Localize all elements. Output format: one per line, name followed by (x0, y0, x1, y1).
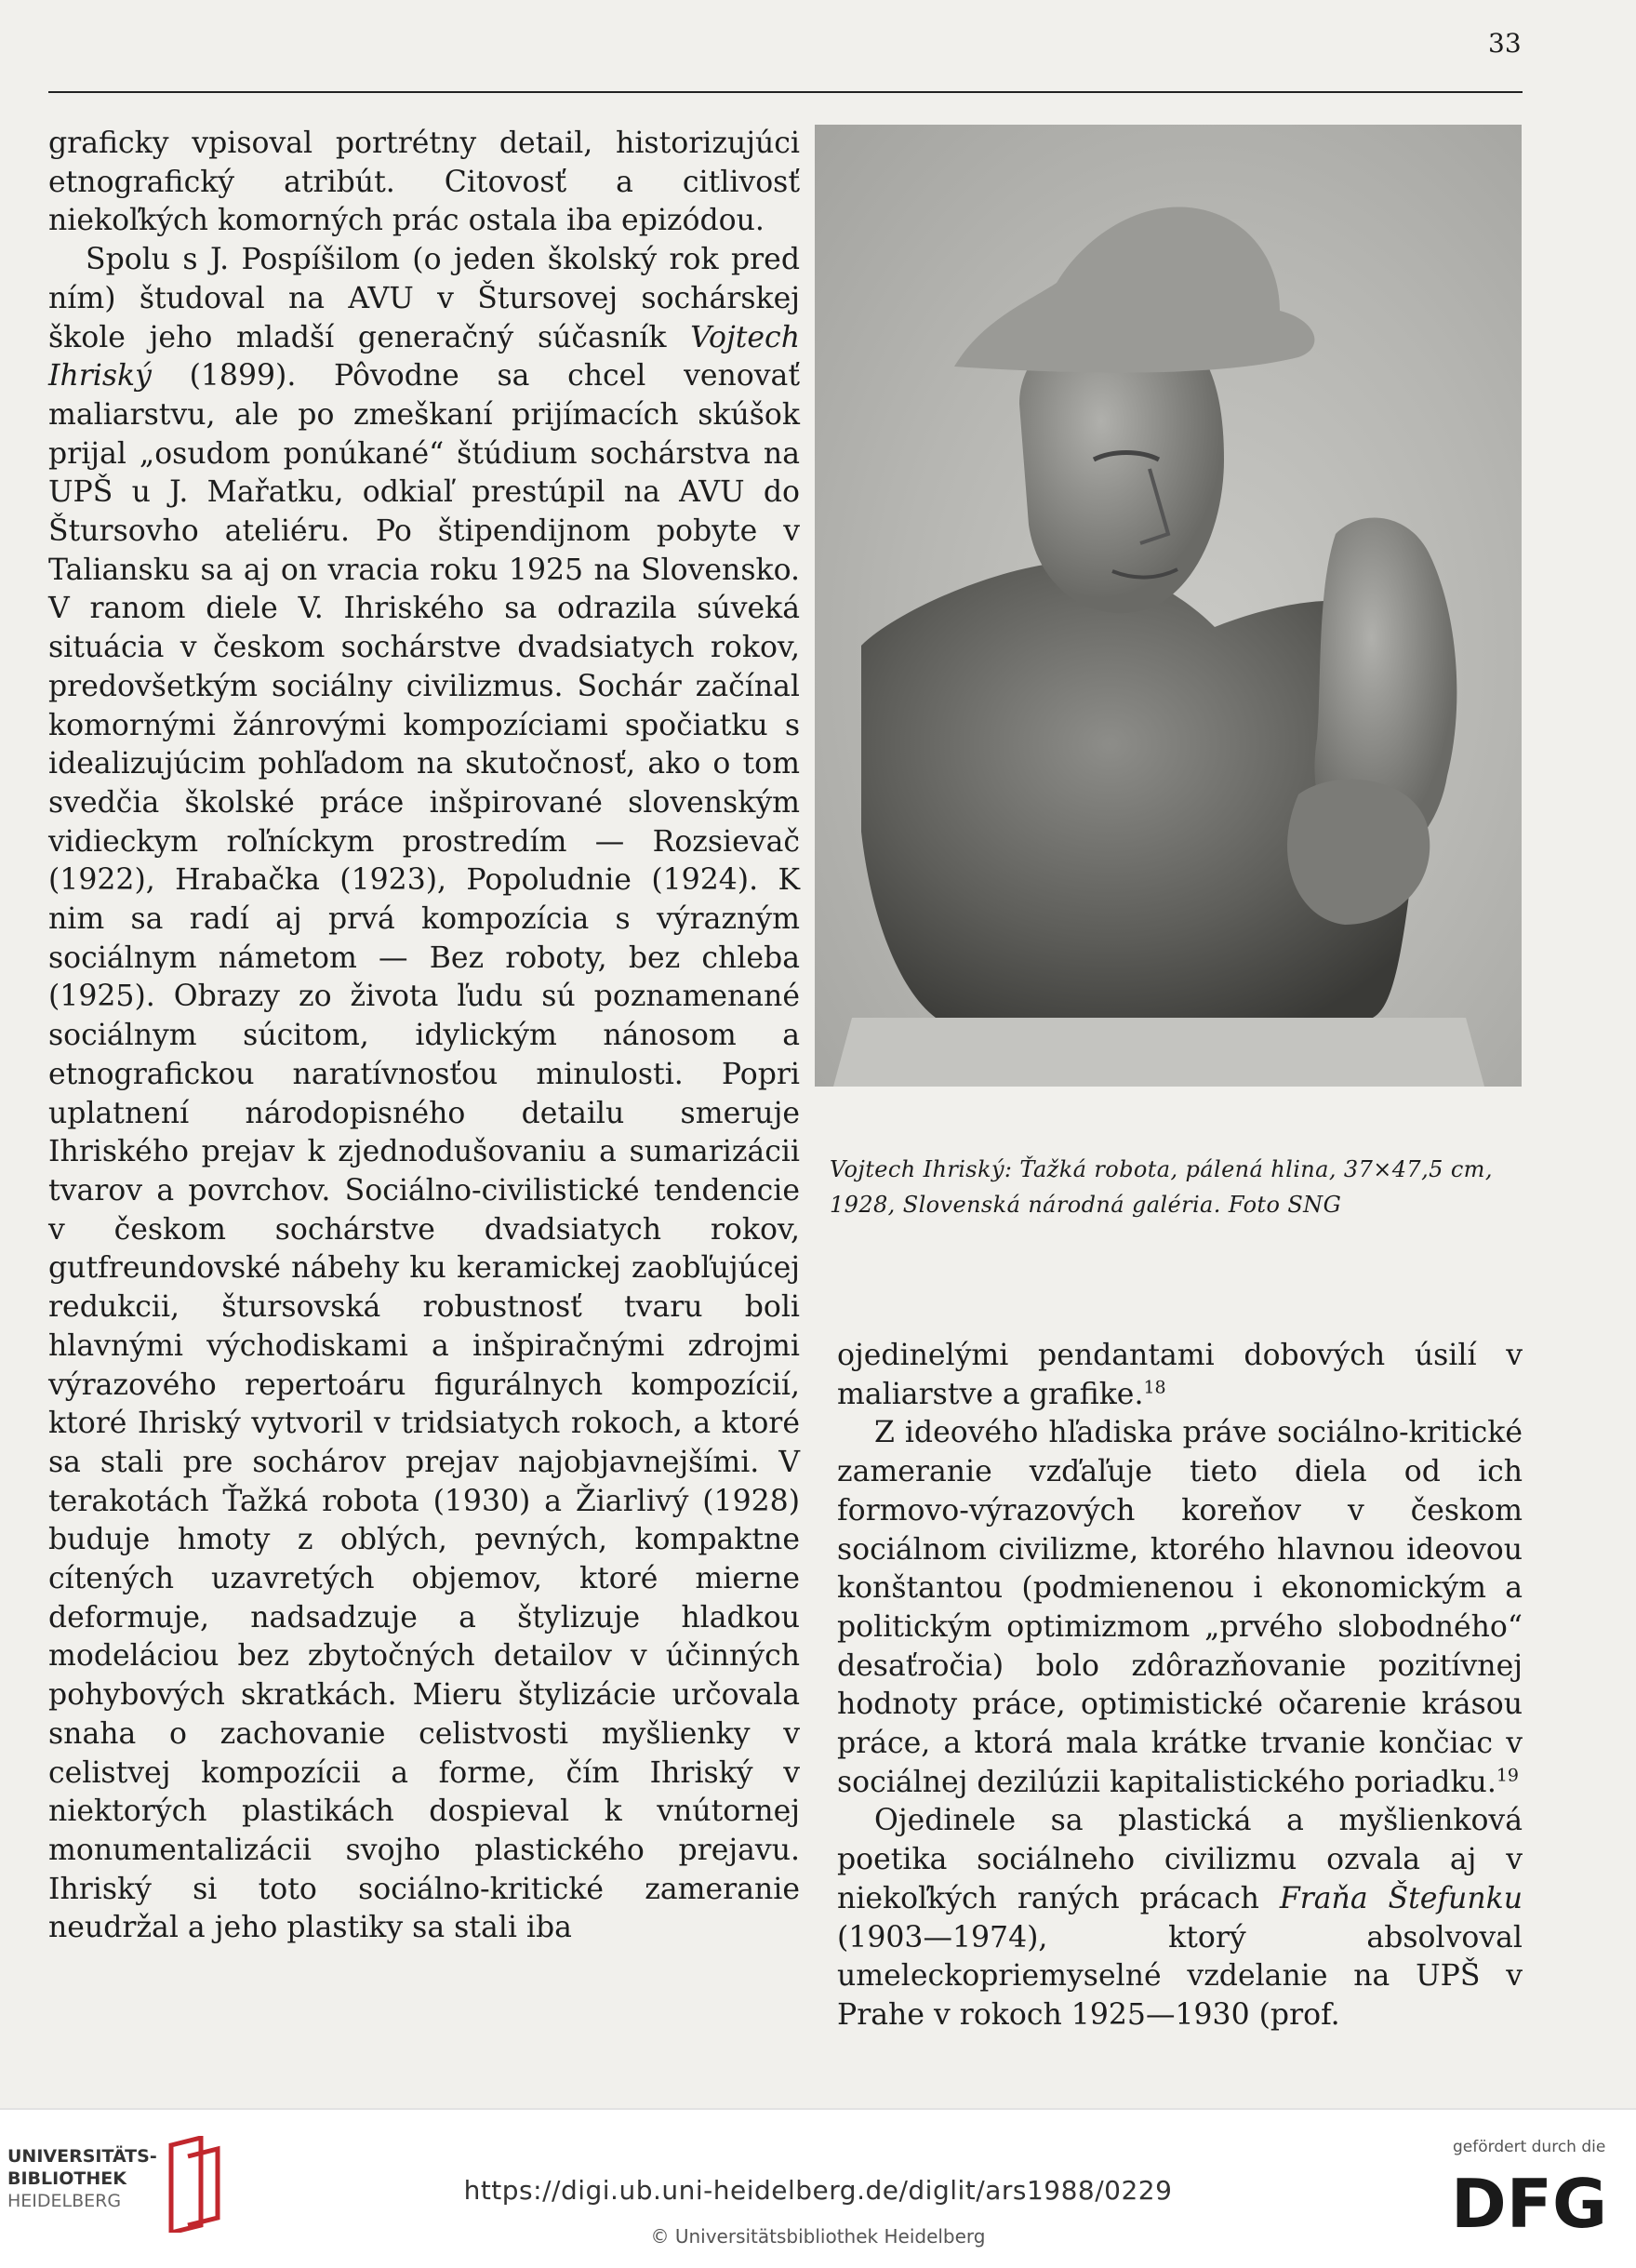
left-paragraph-2 (48, 241, 800, 1948)
right-paragraph-3-start: Ojedinele sa plastická a myšlienková poetika sociálneho civilizmu ozvala aj v niekoľkých raných prácach (837, 1804, 1523, 1915)
artist-name-ihrisky: Vojtech Ihriský (48, 320, 800, 394)
footnote-ref-19: 19 (1496, 1765, 1520, 1786)
header-rule (48, 91, 1523, 93)
right-paragraph-2-text: Z ideového hľadiska práve sociálno-kritické zameranie vzďaľuje tieto diela od ich formovo-výrazových koreňov v českom sociálnom civilizme, ktorého hlavnou ideovou konštantou (podmienenou i ekonomickým a politickým optimizmom „prvého slobodného“ desaťročia) bolo zdôrazňovanie pozitívnej hodnoty práce, optimistické očarenie krásou práce, a ktorá mala krátke trvanie končiac v sociálnej dezilúzii kapitalistického poriadku. (837, 1416, 1523, 1799)
left-paragraph-2-rest: (1899). Pôvodne sa chcel venovať maliarstvu, ale po zmeškaní prijímacích skúšok prijal „osudom ponúkané“ štúdium sochárstva na UPŠ u J. Mařatku, odkiaľ prestúpil na AVU do Štursovho ateliéru. Po štipendijnom pobyte v Taliansku sa aj on vracia roku 1925 na Slovensko. V ranom diele V. Ihriského sa odrazila súveká situácia v českom sochárstve dvadsiatych rokov, predovšetkým sociálny civilizmus. Sochár začínal komornými žánrovými kompozíciami spočiatku s idealizujúcim pohľadom na skutočnosť, ako o tom svedčia školské práce inšpirované slovenským vidieckym roľníckym prostredím — Rozsievač (1922), Hrabačka (1923), Popoludnie (1924). K nim sa radí aj prvá kompozícia s výrazným sociálnym námetom — Bez roboty, bez chleba (1925). Obrazy zo života ľudu sú poznamenané sociálnym súcitom, idylickým nánosom a etnografickou naratívnosťou minulosti. Popri uplatnení národopisného detailu smeruje Ihriského prejav k zjednodušovaniu a sumarizácii tvarov a povrchov. Sociálno-civilistické tendencie v českom sochárstve dvadsiatych rokov, gutfreundovské nábehy ku keramickej zaobľujúcej redukcii, štursovská robustnosť tvaru boli hlavnými východiskami a inšpiračnými zdrojmi výrazového repertoáru figurálnych kompozícií, ktoré Ihriský vytvoril v tridsiatych rokoch, a ktoré sa stali pre sochárov prejav najobjavnejšími. V terakotách Ťažká robota (1930) a Žiarlivý (1928) buduje hmoty z oblých, pevných, kompaktne cítených uzavretých objemov, ktoré mierne deformuje, nadsadzuje a štylizuje hladkou modeláciou bez zbytočných detailov v účinných pohybových skratkách. Mieru štylizácie určovala snaha o zachovanie celistvosti myšlienky v celistvej kompozícii a forme, čím Ihriský v niektorých plastikách dospieval k vnútornej monumentalizácii svojho plastického prejavu. Ihriský si toto sociálno-kritické zameranie neudržal a jeho plastiky sa stali iba (48, 359, 800, 1945)
funding-note: gefördert durch die (1453, 2138, 1606, 2156)
right-text-column (837, 1337, 1523, 2035)
dfg-logo-text: DFG (1451, 2165, 1608, 2243)
footnote-ref-18: 18 (1143, 1377, 1166, 1398)
figure-caption: Vojtech Ihriský: Ťažká robota, pálená hlina, 37×47,5 cm, 1928, Slovenská národná galéria. Foto SNG (830, 1156, 1493, 1218)
library-logo-line-3: HEIDELBERG (7, 2191, 122, 2211)
left-text-column (48, 125, 800, 1948)
dfg-logo-icon[interactable] (1451, 2162, 1618, 2246)
document-url-link[interactable]: https://digi.ub.uni-heidelberg.de/diglit/ars1988/0229 (463, 2175, 1173, 2206)
page-number: 33 (1488, 28, 1522, 59)
right-paragraph-3 (837, 1802, 1523, 2035)
library-logo-line-1: UNIVERSITÄTS- (7, 2146, 157, 2167)
library-logo-line-2: BIBLIOTHEK (7, 2168, 126, 2189)
right-paragraph-2 (837, 1414, 1523, 1802)
copyright-notice: © Universitätsbibliothek Heidelberg (650, 2225, 986, 2248)
sculpture-photo (815, 125, 1522, 1087)
right-paragraph-3-rest: (1903—1974), ktorý absolvoval umeleckopriemyselné vzdelanie na UPŠ v Prahe v rokoch 1925—1930 (prof. (837, 1920, 1523, 2032)
right-paragraph-1 (837, 1337, 1523, 1414)
left-paragraph-2-start: Spolu s J. Pospíšilom (o jeden školský rok pred ním) študoval na AVU v Štursovej sochárskej škole jeho mladší generačný súčasník (48, 243, 800, 354)
left-paragraph-1: graficky vpisoval portrétny detail, historizujúci etnografický atribút. Citovosť a citlivosť niekoľkých komorných prác ostala iba epizódou. (48, 127, 800, 238)
artist-name-stefunka: Fraňa Štefunku (1279, 1881, 1523, 1915)
sculpture-figure (815, 125, 1522, 1087)
right-paragraph-1-text: ojedinelými pendantami dobových úsilí v maliarstve a grafike. (837, 1339, 1523, 1411)
